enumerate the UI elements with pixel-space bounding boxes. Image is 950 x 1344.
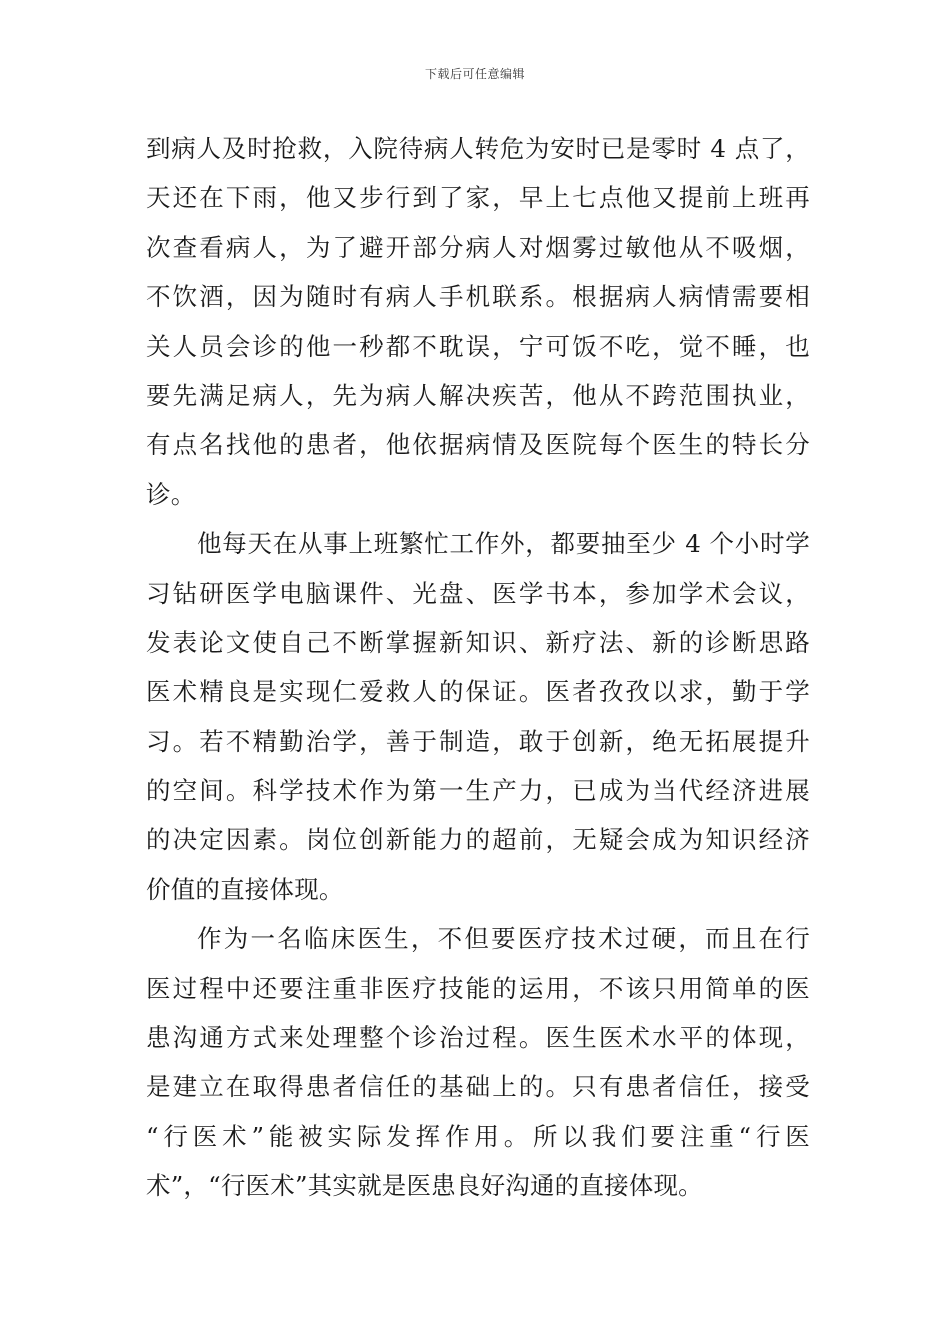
text-line: 医术精良是实现仁爱救人的保证。医者孜孜以求，勤于学	[146, 677, 810, 707]
text-line: 习。若不精勤治学，善于制造，敢于创新，绝无拓展提升	[146, 726, 810, 756]
page-header: 下载后可任意编辑	[424, 67, 525, 81]
text-line: 次查看病人，为了避开部分病人对烟雾过敏他从不吸烟，	[146, 232, 810, 262]
text-line: 要先满足病人，先为病人解决疾苦，他从不跨范围执业，	[146, 380, 810, 410]
text-line: 价值的直接体现。	[146, 874, 344, 904]
text-line: 天还在下雨，他又步行到了家，早上七点他又提前上班再	[146, 183, 810, 213]
text-line: 是建立在取得患者信任的基础上的。只有患者信任，接受	[146, 1072, 810, 1102]
text-line: 作为一名临床医生，不但要医疗技术过硬，而且在行	[197, 924, 810, 954]
text-line: 的决定因素。岗位创新能力的超前，无疑会成为知识经济	[146, 825, 810, 855]
text-line: “行医术”能被实际发挥作用。所以我们要注重“行医	[146, 1121, 810, 1151]
text-line: 到病人及时抢救，入院待病人转危为安时已是零时 4 点了，	[146, 134, 810, 163]
text-line: 不饮酒，因为随时有病人手机联系。根据病人病情需要相	[146, 282, 810, 312]
text-line: 发表论文使自己不断掌握新知识、新疗法、新的诊断思路	[146, 627, 810, 657]
paragraph-1	[146, 129, 810, 524]
text-line: 诊。	[146, 479, 196, 509]
text-line: 他每天在从事上班繁忙工作外，都要抽至少 4 个小时学	[197, 529, 810, 559]
text-line: 的空间。科学技术作为第一生产力，已成为当代经济进展	[146, 776, 810, 806]
paragraph-2	[146, 524, 810, 919]
text-line: 有点名找他的患者，他依据病情及医院每个医生的特长分	[146, 430, 810, 460]
document-body	[146, 129, 810, 1216]
text-line: 医过程中还要注重非医疗技能的运用，不该只用简单的医	[146, 973, 810, 1003]
text-line: 患沟通方式来处理整个诊治过程。医生医术水平的体现，	[146, 1023, 810, 1053]
text-line: 关人员会诊的他一秒都不耽误，宁可饭不吃，觉不睡，也	[146, 331, 810, 361]
paragraph-3	[146, 919, 810, 1215]
text-line: 术”，“行医术”其实就是医患良好沟通的直接体现。	[146, 1171, 703, 1201]
text-line: 习钻研医学电脑课件、光盘、医学书本，参加学术会议，	[146, 578, 810, 608]
